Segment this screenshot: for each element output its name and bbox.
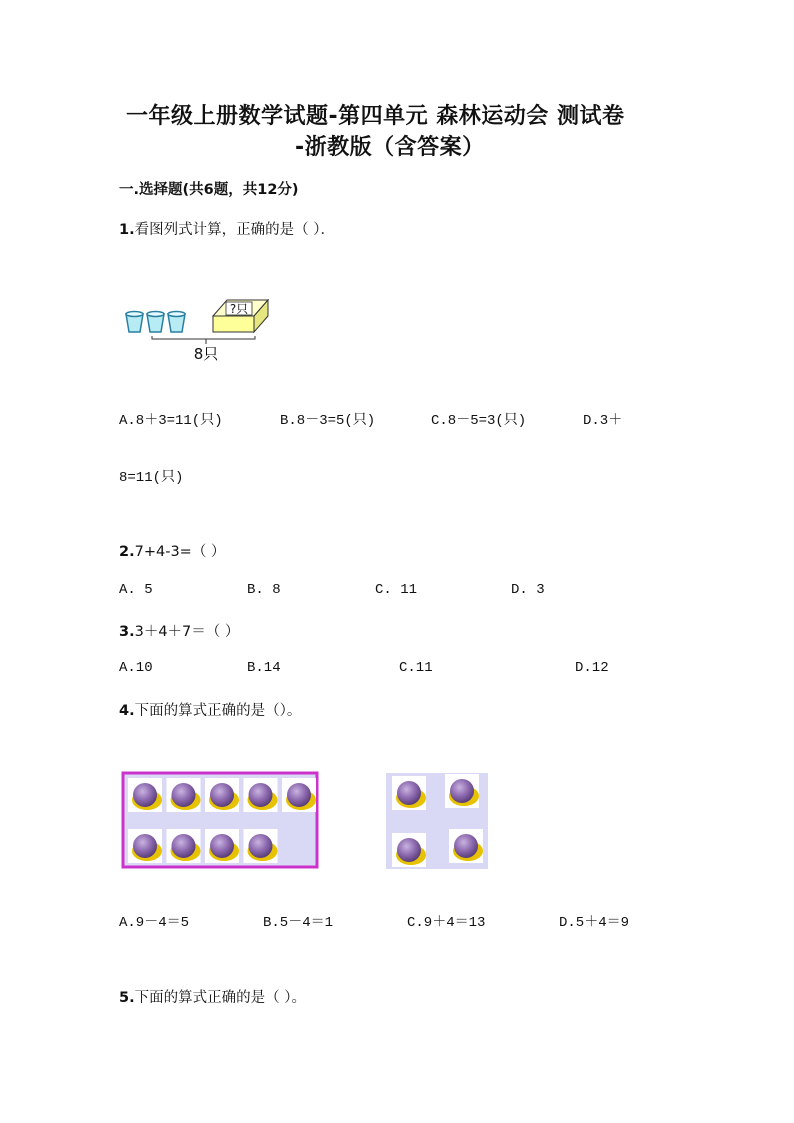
question-text: 下面的算式正确的是（）。 bbox=[134, 703, 302, 719]
box-icon bbox=[213, 300, 268, 332]
q1-option-b[interactable]: B.8－3=5(只) bbox=[280, 413, 376, 429]
cup-icon bbox=[168, 312, 185, 333]
q4-option-b[interactable]: B.5－4＝1 bbox=[263, 915, 334, 931]
question-2 bbox=[119, 540, 225, 561]
ball-icon bbox=[128, 829, 162, 863]
ball-icon bbox=[167, 778, 201, 812]
question-number: 4. bbox=[119, 703, 135, 719]
question-3 bbox=[119, 620, 239, 641]
ball-icon bbox=[205, 829, 239, 863]
ball-icon bbox=[205, 778, 239, 812]
document-title-line-2: -浙教版（含答案） bbox=[295, 135, 485, 160]
question-1 bbox=[119, 218, 335, 239]
q3-option-c[interactable]: C.11 bbox=[399, 660, 433, 676]
q3-option-a[interactable]: A.10 bbox=[119, 660, 153, 676]
question-text: 3＋4＋7＝（ ） bbox=[134, 624, 240, 640]
q2-option-b[interactable]: B. 8 bbox=[247, 582, 281, 598]
ball-icon bbox=[392, 833, 426, 867]
question-5 bbox=[119, 986, 306, 1007]
cup-icon bbox=[126, 312, 143, 333]
q1-option-a[interactable]: A.8＋3=11(只) bbox=[119, 413, 223, 429]
document-title-line-1: 一年级上册数学试题-第四单元 森林运动会 测试卷 bbox=[126, 104, 625, 129]
ball-icon bbox=[244, 829, 278, 863]
question-text: 下面的算式正确的是（ ）。 bbox=[134, 990, 306, 1006]
total-label: 8只 bbox=[193, 345, 219, 363]
ball-icon bbox=[282, 778, 316, 812]
ball-icon bbox=[445, 774, 479, 808]
q3-option-b[interactable]: B.14 bbox=[247, 660, 281, 676]
q4-option-d[interactable]: D.5＋4＝9 bbox=[559, 915, 630, 931]
ball-icon bbox=[392, 776, 426, 810]
question-text: 看图列式计算，正确的是（ ）． bbox=[134, 222, 335, 238]
box-label: ?只 bbox=[229, 302, 249, 316]
q2-option-c[interactable]: C. 11 bbox=[375, 582, 418, 598]
q4-option-a[interactable]: A.9－4＝5 bbox=[119, 915, 190, 931]
cup-icon bbox=[147, 312, 164, 333]
q2-option-a[interactable]: A. 5 bbox=[119, 582, 153, 598]
ball-icon bbox=[449, 829, 483, 863]
q1-option-d-continued: 8=11(只) bbox=[119, 470, 184, 486]
q1-figure-cups-and-box bbox=[118, 292, 278, 368]
q3-option-d[interactable]: D.12 bbox=[575, 660, 609, 676]
question-number: 2. bbox=[119, 544, 135, 560]
q1-option-c[interactable]: C.8－5=3(只) bbox=[431, 413, 527, 429]
section-heading: 一.选择题(共6题，共12分) bbox=[119, 182, 299, 198]
question-4 bbox=[119, 699, 301, 720]
ball-icon bbox=[244, 778, 278, 812]
question-number: 1. bbox=[119, 222, 135, 238]
question-text: 7+4-3=（ ） bbox=[134, 544, 226, 560]
q4-figure bbox=[120, 770, 492, 872]
ball-icon bbox=[128, 778, 162, 812]
q1-option-d[interactable]: D.3＋ bbox=[583, 413, 623, 429]
ball-icon bbox=[167, 829, 201, 863]
brace-bracket bbox=[152, 336, 255, 339]
q2-option-d[interactable]: D. 3 bbox=[511, 582, 545, 598]
q4-option-c[interactable]: C.9＋4＝13 bbox=[407, 915, 486, 931]
question-number: 5. bbox=[119, 990, 135, 1006]
question-number: 3. bbox=[119, 624, 135, 640]
